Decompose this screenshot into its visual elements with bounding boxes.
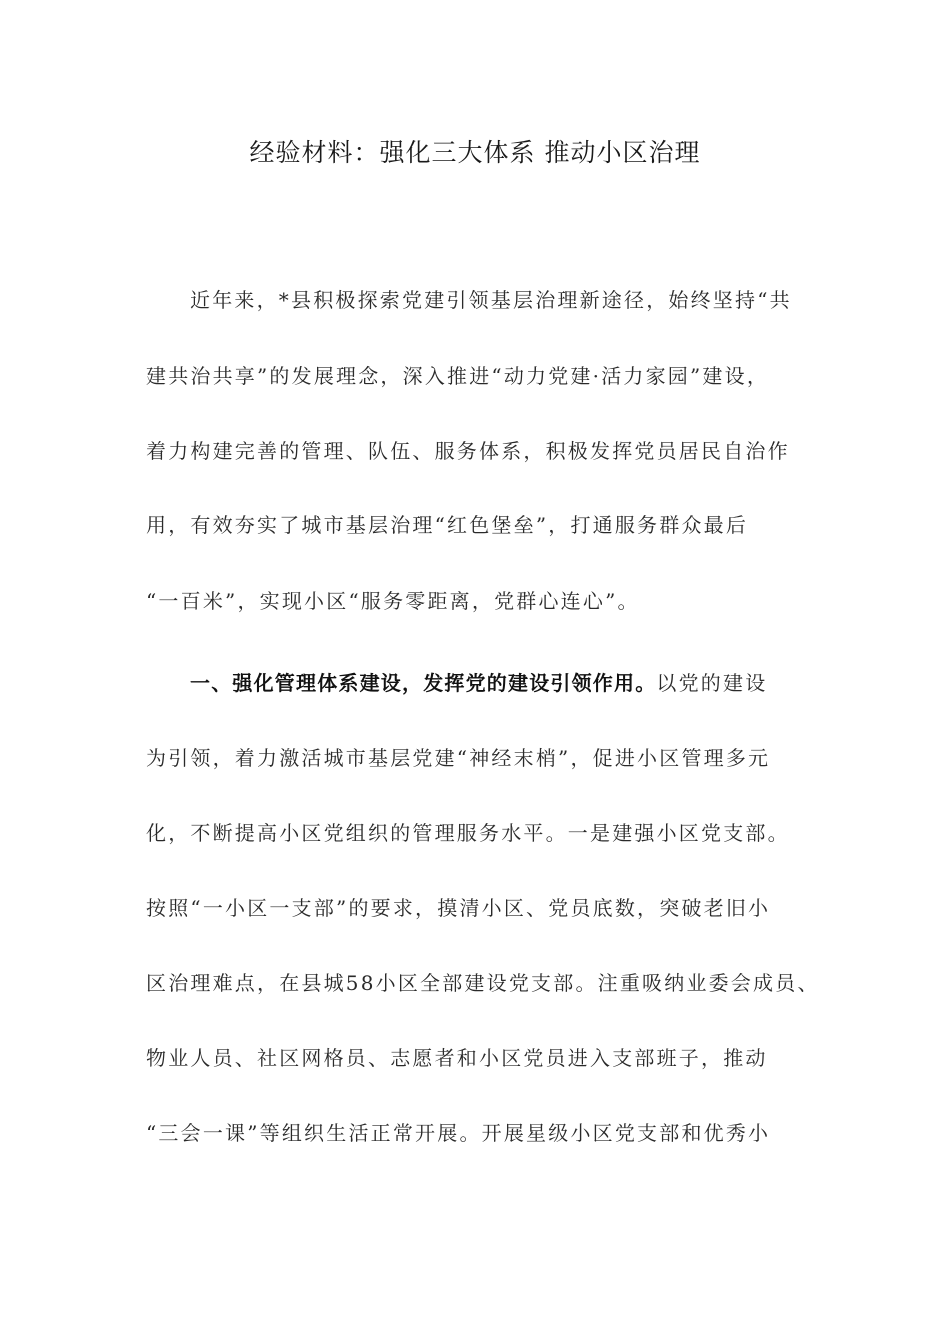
paragraph-line: 区治理难点，在县城58小区全部建设党支部。注重吸纳业委会成员、 xyxy=(146,971,820,995)
section-heading: 一、强化管理体系建设，发挥党的建设引领作用。 xyxy=(190,671,657,695)
paragraph-line: 化，不断提高小区党组织的管理服务水平。一是建强小区党支部。 xyxy=(146,821,790,845)
paragraph-line: 用，有效夯实了城市基层治理“红色堡垒”，打通服务群众最后 xyxy=(146,513,749,537)
paragraph-line: 近年来，*县积极探索党建引领基层治理新途径，始终坚持“共 xyxy=(190,288,792,312)
paragraph-line: 建共治共享”的发展理念，深入推进“动力党建·活力家园”建设， xyxy=(146,364,770,388)
paragraph-line: 按照“一小区一支部”的要求，摸清小区、党员底数，突破老旧小 xyxy=(146,896,771,920)
paragraph-line: “三会一课”等组织生活正常开展。开展星级小区党支部和优秀小 xyxy=(146,1121,771,1145)
paragraph-line: 着力构建完善的管理、队伍、服务体系，积极发挥党员居民自治作 xyxy=(146,439,790,463)
section-heading-line xyxy=(190,668,950,698)
paragraph-line: 物业人员、社区网格员、志愿者和小区党员进入支部班子，推动 xyxy=(146,1046,768,1070)
document-title: 经验材料：强化三大体系 推动小区治理 xyxy=(249,138,701,167)
section-text: 以党的建设 xyxy=(656,671,768,695)
paragraph-line: 为引领，着力激活城市基层党建“神经末梢”，促进小区管理多元 xyxy=(146,746,771,770)
paragraph-line: “一百米”，实现小区“服务零距离，党群心连心”。 xyxy=(146,589,640,613)
